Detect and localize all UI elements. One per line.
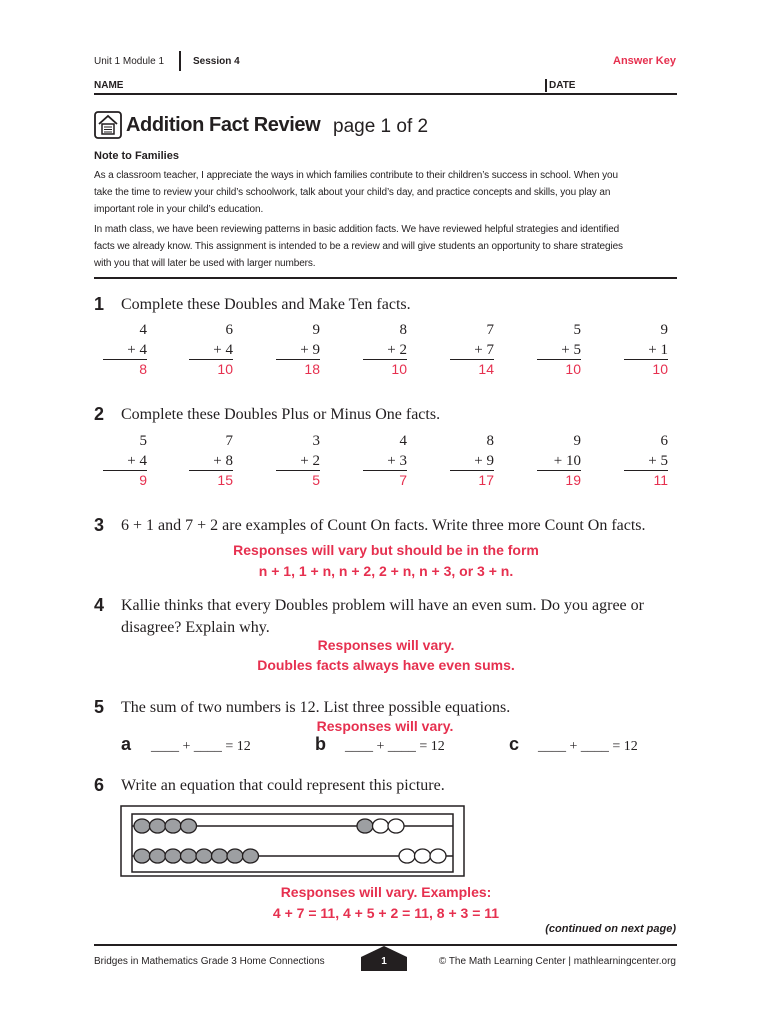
page-number: 1 xyxy=(381,956,387,967)
header-divider xyxy=(179,51,181,71)
date-divider xyxy=(545,79,547,92)
note-p2-line: facts we already know. This assignment is intended to be a review and will give students an opportunity to share strategies xyxy=(94,241,623,252)
part-b-equation: ____ + ____ = 12 xyxy=(345,739,445,754)
question-6-response-2: 4 + 7 = 11, 4 + 5 + 2 = 11, 8 + 3 = 11 xyxy=(272,905,500,921)
problem-answer: 18 xyxy=(304,361,320,377)
addition-problem xyxy=(103,430,147,489)
problem-top: 9 xyxy=(312,322,320,338)
note-p1-line: As a classroom teacher, I appreciate the ways in which families contribute to their children’s success in school. When you xyxy=(94,170,618,181)
problem-answer: 19 xyxy=(565,472,581,488)
session-label: Session 4 xyxy=(193,56,240,67)
continued-note: (continued on next page) xyxy=(545,923,676,935)
addition-problem xyxy=(537,319,581,378)
problem-top: 4 xyxy=(139,322,147,338)
rekenrek-drawing xyxy=(120,805,465,877)
problem-answer: 9 xyxy=(139,472,147,488)
bead-gray xyxy=(150,849,166,863)
question-6-number: 6 xyxy=(94,775,105,795)
problem-answer: 10 xyxy=(565,361,581,377)
bead-gray xyxy=(196,849,212,863)
bead-gray xyxy=(134,849,150,863)
footer-right: © The Math Learning Center | mathlearningcenter.org xyxy=(438,956,676,967)
problem-addend: + 4 xyxy=(103,452,147,471)
addition-problem xyxy=(276,319,320,378)
problem-addend: + 4 xyxy=(103,341,147,360)
problem-top: 6 xyxy=(225,322,233,338)
problem-answer: 14 xyxy=(478,361,494,377)
bead-white xyxy=(399,849,415,863)
problem-top: 8 xyxy=(399,322,407,338)
addition-problem xyxy=(103,319,147,378)
question-2-text: Complete these Doubles Plus or Minus One facts. xyxy=(121,406,441,423)
home-connection-icon xyxy=(94,111,122,139)
problem-answer: 5 xyxy=(312,472,320,488)
problem-addend: + 3 xyxy=(363,452,407,471)
part-c-letter: c xyxy=(509,734,520,754)
note-paragraph-1 xyxy=(94,167,684,218)
note-heading: Note to Families xyxy=(94,150,179,162)
question-5-text: The sum of two numbers is 12. List three possible equations. xyxy=(121,699,511,716)
addition-problem xyxy=(189,430,233,489)
bead-gray xyxy=(165,819,181,833)
question-3-number: 3 xyxy=(94,515,105,535)
problem-top: 5 xyxy=(139,433,147,449)
note-p2-line: with you that will later be used with larger numbers. xyxy=(94,258,316,269)
question-5-response: Responses will vary. xyxy=(316,718,454,734)
bead-white xyxy=(373,819,389,833)
problem-addend: + 4 xyxy=(189,341,233,360)
note-p2-line: In math class, we have been reviewing patterns in basic addition facts. We have reviewed helpful strategies and identified xyxy=(94,224,620,235)
bead-gray xyxy=(181,849,197,863)
problem-top: 3 xyxy=(312,433,320,449)
note-p1-line: important role in your child’s education. xyxy=(94,204,264,215)
page-number-tab xyxy=(361,945,407,971)
problem-top: 7 xyxy=(225,433,233,449)
answer-key-label: Answer Key xyxy=(613,55,676,67)
bead-gray xyxy=(165,849,181,863)
question-6-response-1: Responses will vary. Examples: xyxy=(280,884,492,900)
problem-addend: + 5 xyxy=(537,341,581,360)
part-a-letter: a xyxy=(121,734,132,754)
addition-problem xyxy=(450,319,494,378)
bead-gray xyxy=(150,819,166,833)
problem-answer: 17 xyxy=(478,472,494,488)
question-6-text: Write an equation that could represent this picture. xyxy=(121,777,445,794)
question-4-response-2: Doubles facts always have even sums. xyxy=(257,657,515,673)
problem-addend: + 10 xyxy=(537,452,581,471)
part-a-equation: ____ + ____ = 12 xyxy=(151,739,251,754)
question-1-text: Complete these Doubles and Make Ten facts. xyxy=(121,296,411,313)
bead-gray xyxy=(357,819,373,833)
problem-top: 4 xyxy=(399,433,407,449)
problem-top: 8 xyxy=(486,433,494,449)
problem-answer: 10 xyxy=(652,361,668,377)
bead-gray xyxy=(212,849,228,863)
question-3-text: 6 + 1 and 7 + 2 are examples of Count On facts. Write three more Count On facts. xyxy=(121,517,646,534)
note-p1-line: take the time to review your child’s schoolwork, talk about your child’s day, and practice concepts and skills, you play an xyxy=(94,187,611,198)
bead-gray xyxy=(181,819,197,833)
page-title: Addition Fact Review xyxy=(126,114,321,136)
addition-problem xyxy=(276,430,320,489)
rekenrek-picture xyxy=(120,805,465,877)
problem-top: 7 xyxy=(486,322,494,338)
addition-problem xyxy=(537,430,581,489)
question-1-number: 1 xyxy=(94,294,105,314)
problem-addend: + 1 xyxy=(624,341,668,360)
rekenrek-outer-frame xyxy=(121,806,464,876)
bead-gray xyxy=(243,849,259,863)
problem-addend: + 9 xyxy=(276,341,320,360)
problem-addend: + 9 xyxy=(450,452,494,471)
question-4-text-line-2: disagree? Explain why. xyxy=(121,619,270,636)
problem-answer: 7 xyxy=(399,472,407,488)
problem-top: 5 xyxy=(573,322,581,338)
bead-gray xyxy=(134,819,150,833)
note-paragraph-2 xyxy=(94,221,684,272)
bead-gray xyxy=(227,849,243,863)
name-label: NAME xyxy=(94,80,124,91)
question-4-response-1: Responses will vary. xyxy=(317,637,455,653)
problem-answer: 8 xyxy=(139,361,147,377)
problem-addend: + 7 xyxy=(450,341,494,360)
problem-answer: 10 xyxy=(391,361,407,377)
bead-white xyxy=(430,849,446,863)
question-3-response-1: Responses will vary but should be in the form xyxy=(233,542,539,558)
bead-white xyxy=(388,819,404,833)
part-b-letter: b xyxy=(315,734,326,754)
question-2-number: 2 xyxy=(94,404,105,424)
question-4-text-line-1: Kallie thinks that every Doubles problem will have an even sum. Do you agree or xyxy=(121,597,644,614)
part-c-equation: ____ + ____ = 12 xyxy=(538,739,638,754)
addition-problem xyxy=(624,430,668,489)
unit-label: Unit 1 Module 1 xyxy=(94,56,165,67)
question-5-number: 5 xyxy=(94,697,105,717)
addition-problem xyxy=(363,430,407,489)
date-label: DATE xyxy=(549,80,576,91)
addition-problem xyxy=(189,319,233,378)
problem-addend: + 8 xyxy=(189,452,233,471)
problem-addend: + 2 xyxy=(363,341,407,360)
problem-answer: 15 xyxy=(217,472,233,488)
problem-addend: + 5 xyxy=(624,452,668,471)
header-rule xyxy=(94,93,677,95)
question-4-number: 4 xyxy=(94,595,105,615)
footer-left: Bridges in Mathematics Grade 3 Home Connections xyxy=(94,956,325,967)
page-subtitle: page 1 of 2 xyxy=(333,116,429,137)
problem-top: 9 xyxy=(573,433,581,449)
addition-problem xyxy=(363,319,407,378)
bead-white xyxy=(415,849,431,863)
addition-problem xyxy=(450,430,494,489)
addition-problem xyxy=(624,319,668,378)
problem-top: 6 xyxy=(660,433,668,449)
problem-addend: + 2 xyxy=(276,452,320,471)
problem-answer: 10 xyxy=(217,361,233,377)
question-3-response-2: n + 1, 1 + n, n + 2, 2 + n, n + 3, or 3 + n. xyxy=(258,563,514,579)
note-rule xyxy=(94,277,677,279)
problem-answer: 11 xyxy=(653,472,668,488)
problem-top: 9 xyxy=(660,322,668,338)
